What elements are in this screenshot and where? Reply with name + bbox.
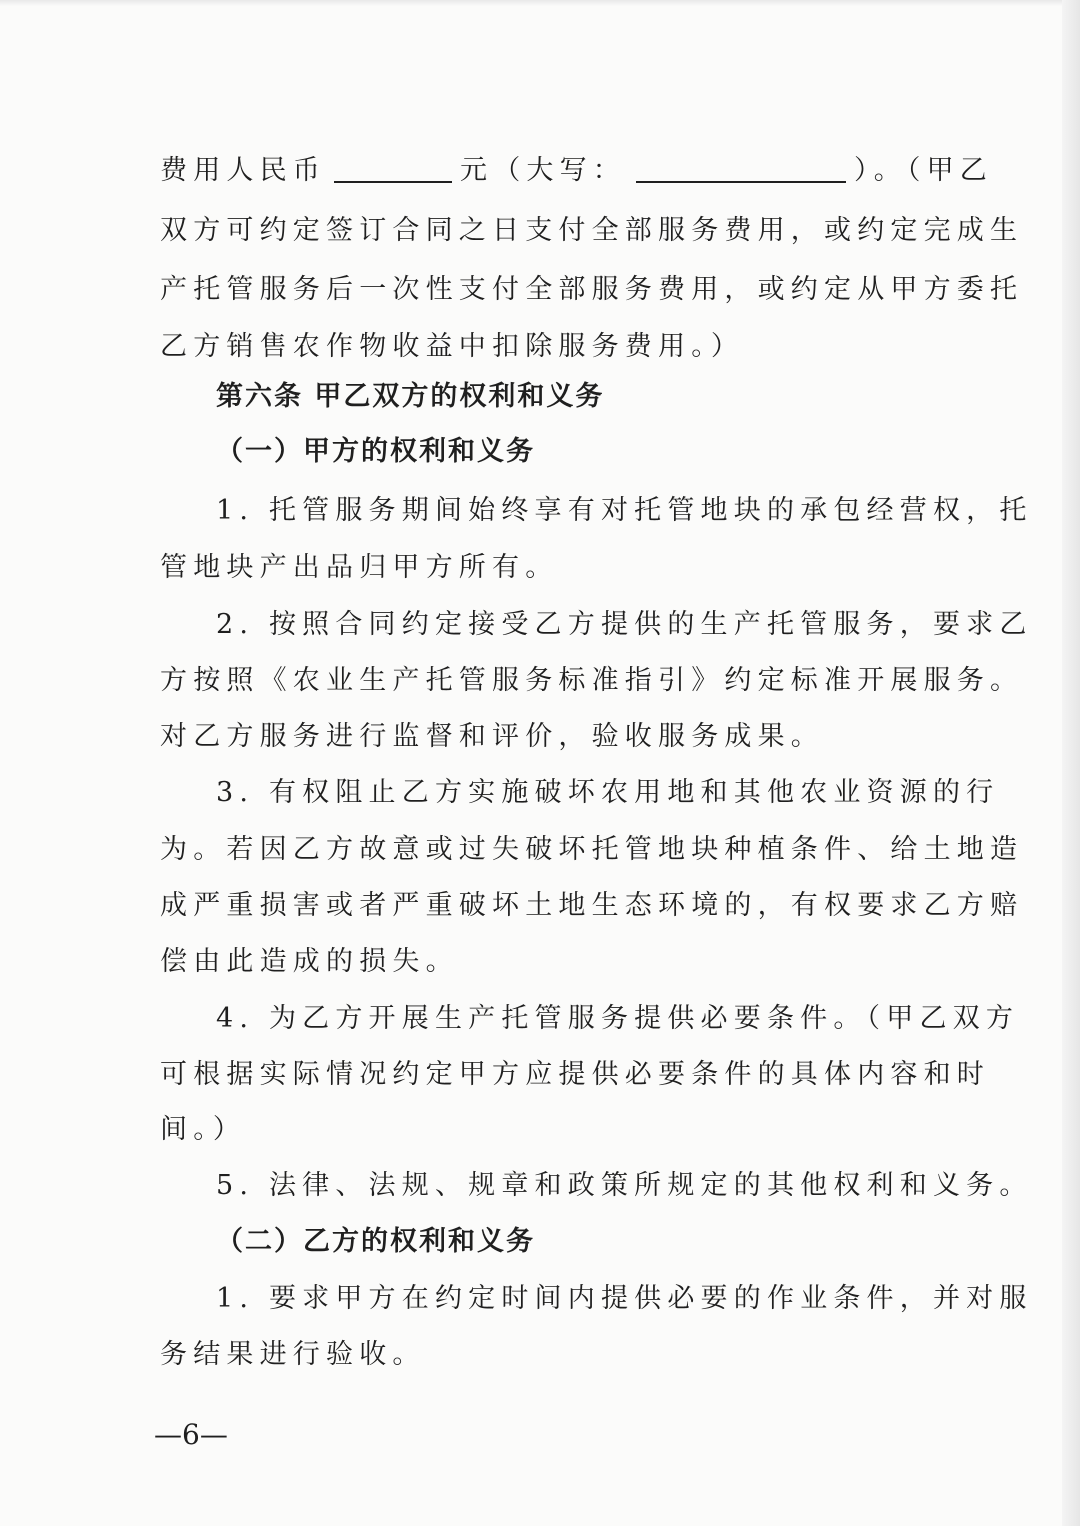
amount-words-blank xyxy=(636,151,846,183)
fee-text-3: ）。（甲乙 xyxy=(854,155,993,186)
section-b-title: （二）乙方的权利和义务 xyxy=(216,1226,535,1257)
fee-text-1: 费用人民币 xyxy=(160,155,326,186)
clause-a4-line-1: 4. 为乙方开展生产托管服务提供必要条件。（甲乙双方 xyxy=(216,1003,1020,1034)
amount-blank xyxy=(334,151,452,183)
section-a-title: （一）甲方的权利和义务 xyxy=(216,436,535,467)
fee-line-2: 双方可约定签订合同之日支付全部服务费用，或约定完成生 xyxy=(160,215,1024,246)
fee-text-2: 元（大写： xyxy=(460,155,626,186)
clause-a5-line-1: 5. 法律、法规、规章和政策所规定的其他权利和义务。 xyxy=(216,1170,1033,1201)
fee-line-3: 产托管服务后一次性支付全部服务费用，或约定从甲方委托 xyxy=(160,274,1024,305)
fee-line-1 xyxy=(160,142,993,200)
clause-a1-line-1: 1. 托管服务期间始终享有对托管地块的承包经营权，托 xyxy=(216,495,1033,526)
clause-b1-line-2: 务结果进行验收。 xyxy=(160,1339,426,1370)
clause-b1-line-1: 1. 要求甲方在约定时间内提供必要的作业条件，并对服 xyxy=(216,1283,1033,1314)
clause-a2-line-1: 2. 按照合同约定接受乙方提供的生产托管服务，要求乙 xyxy=(216,609,1033,640)
clause-a1-line-2: 管地块产出品归甲方所有。 xyxy=(160,552,559,583)
article-6-title: 第六条 甲乙双方的权利和义务 xyxy=(216,381,605,412)
clause-a2-line-2: 方按照《农业生产托管服务标准指引》约定标准开展服务。 xyxy=(160,665,1024,696)
clause-a3-line-4: 偿由此造成的损失。 xyxy=(160,946,459,977)
page-right-shadow xyxy=(1062,0,1080,1526)
clause-a4-line-2: 可根据实际情况约定甲方应提供必要条件的具体内容和时 xyxy=(160,1059,990,1090)
clause-a3-line-2: 为。若因乙方故意或过失破坏托管地块种植条件、给土地造 xyxy=(160,834,1024,865)
fee-line-4: 乙方销售农作物收益中扣除服务费用。） xyxy=(160,331,745,362)
clause-a2-line-3: 对乙方服务进行监督和评价，验收服务成果。 xyxy=(160,721,824,752)
clause-a4-line-3: 间。） xyxy=(160,1114,247,1145)
page-number: —6— xyxy=(154,1418,228,1451)
clause-a3-line-1: 3. 有权阻止乙方实施破坏农用地和其他农业资源的行 xyxy=(216,777,1000,808)
clause-a3-line-3: 成严重损害或者严重破坏土地生态环境的，有权要求乙方赔 xyxy=(160,890,1024,921)
page-top-shadow xyxy=(0,0,1080,6)
